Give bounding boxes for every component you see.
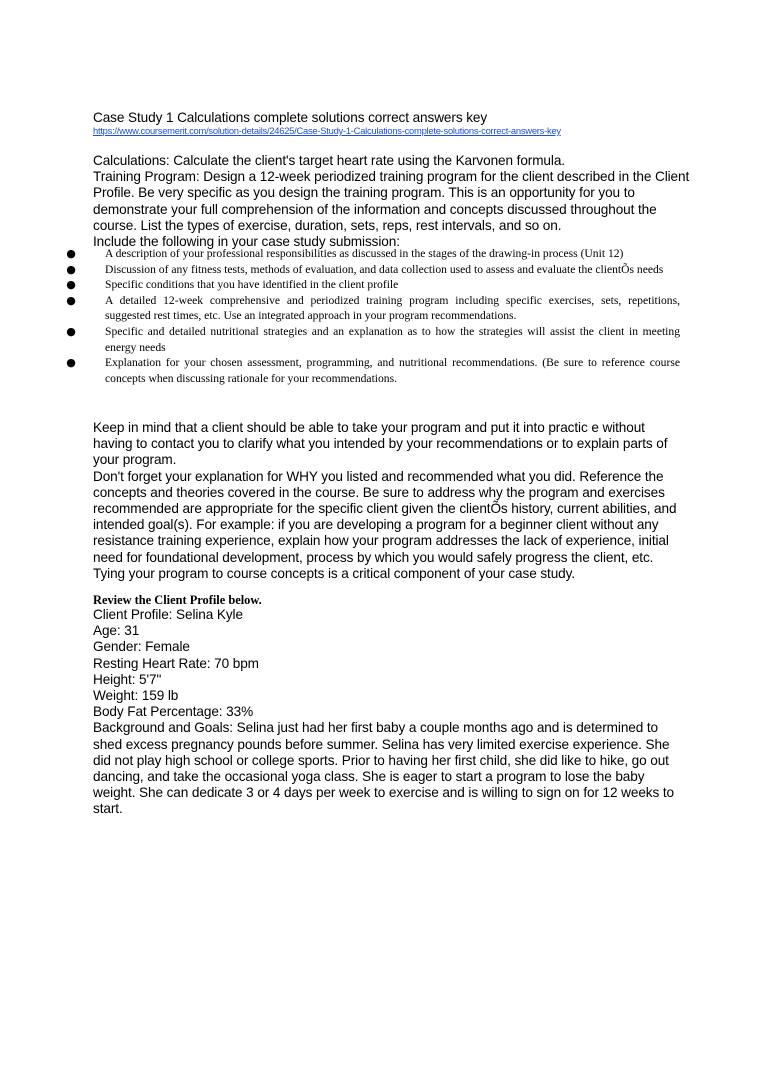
bullet-icon: ● [66,324,76,338]
training-program-instruction: Training Program: Design a 12-week periodized training program for the client described in the Client Profile. Be very specific as you design the training program. This is an opportunity for you to demonstrate your full comprehension of the information and concepts discussed throughout the course. List the types of exercise, duration, sets, reps, rest intervals, and so on. [93,169,690,233]
source-link[interactable]: https://www.coursemerit.com/solution-details/24625/Case-Study-1-Calculations-complete-solutions-correct-answers-key [93,125,561,136]
review-heading: Review the Client Profile below. [93,593,262,607]
list-item: ● A detailed 12-week comprehensive and periodized training program including specific exercises, sets, repetitions, suggested rest times, etc. Use an integrated approach in your program recommendations. [66,293,680,323]
list-item: ● Explanation for your chosen assessment, programming, and nutritional recommendations. (Be sure to reference course concepts when discussing rationale for your recommendations. [66,356,680,385]
profile-name: Client Profile: Selina Kyle [93,607,243,622]
list-item: ● A description of your professional responsibilities as discussed in the stages of the drawing-in process (Unit 12) [66,247,624,260]
bullet-icon: ● [66,293,76,307]
submission-requirements-list [65,246,680,386]
bullet-icon: ● [66,247,76,260]
profile-resting-hr: Resting Heart Rate: 70 bpm [93,655,259,671]
client-profile [93,607,683,818]
dont-forget-paragraph: Don't forget your explanation for WHY you listed and recommended what you did. Reference the concepts and theories covered in the course. Be sure to address why the program and exercises recommended are appropriate for the specific client given the clientÕs history, current abilities, and intended goal(s). For example: if you are developing a program for a beginner client without any resistance training experience, explain how your program addresses the lack of experience, initial need for foundational development, process by which you would safely progress the client, etc. Tying your program to course concepts is a critical component of your case study. [93,468,677,581]
profile-gender: Gender: Female [93,639,190,655]
guidance-section [93,420,681,582]
profile-background: Background and Goals: Selina just had her first baby a couple months ago and is determined to shed excess pregnancy pounds before summer. Selina has very limited exercise experience. She did not play high school or college sports. Prior to having her first child, she did like to hike, go out dancing, and take the occasional yoga class. She is eager to start a program to lose the baby weight. She can dedicate 3 or 4 days per week to exercise and is willing to sign on for 12 weeks to start. [93,720,675,817]
profile-height: Height: 5'7" [93,671,162,687]
list-item: ● Discussion of any fitness tests, methods of evaluation, and data collection used to assess and evaluate the clientÕs needs [66,262,664,276]
list-item: ● Specific and detailed nutritional strategies and an explanation as to how the strategies will assist the client in meeting energy needs [66,324,680,354]
intro-section [93,153,693,250]
bullet-icon: ● [66,262,76,276]
bullet-icon: ● [66,356,76,370]
calculations-instruction: Calculations: Calculate the client's target heart rate using the Karvonen formula. [93,153,565,168]
document-title: Case Study 1 Calculations complete solutions correct answers key [93,110,488,125]
profile-weight: Weight: 159 lb [93,688,179,704]
keep-in-mind-paragraph: Keep in mind that a client should be able to take your program and put it into practic e without having to contact you to clarify what you intended by your recommendations or to explain parts of your program. [93,420,668,468]
profile-age: Age: 31 [93,623,140,639]
profile-body-fat: Body Fat Percentage: 33% [93,704,254,720]
bullet-icon: ● [66,278,76,292]
list-item: ● Specific conditions that you have identified in the client profile [66,278,399,292]
include-line: Include the following in your case study submission: [93,234,400,250]
